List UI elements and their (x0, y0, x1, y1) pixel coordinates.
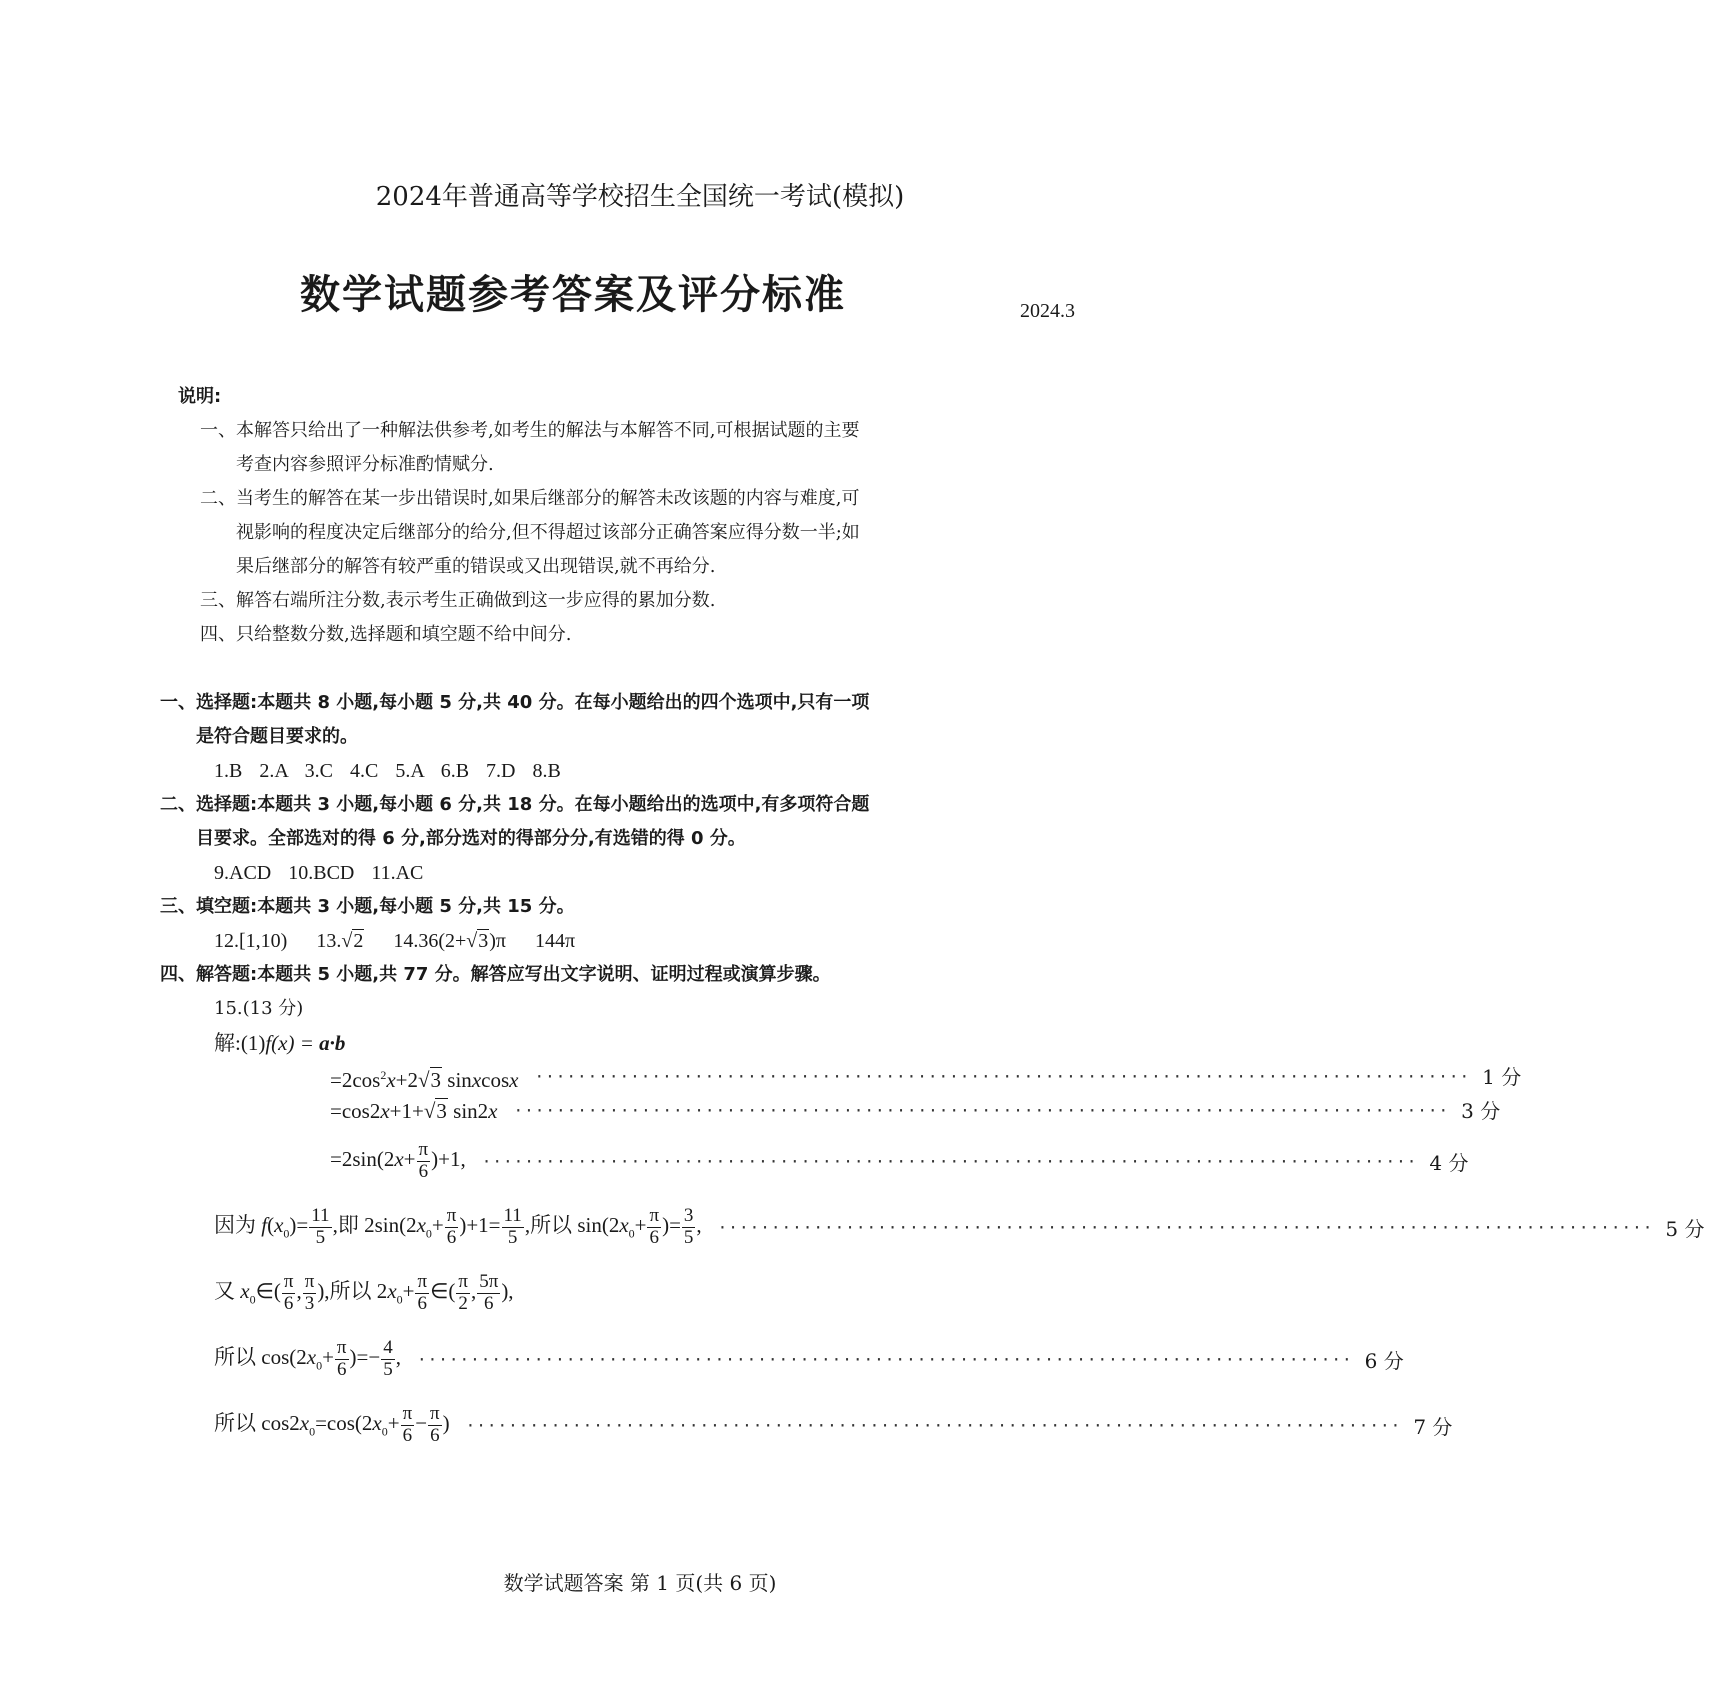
q15-step-5: 又 $x_0\in$( $\frac{\pi}{6}$ , $\frac{\pi}{3}$ ),所以 $2x_0+$ $\frac{\pi}{6}$ ∈( $\frac{\pi}{2}$ , $\frac{5\pi}{6}$ ), (214, 1270, 514, 1314)
section-3-answers (0, 924, 1280, 958)
leader-dots: ························································································ (465, 1415, 1402, 1435)
date-label: 2024.3 (1020, 300, 1075, 322)
leader-dots: ························································································ (416, 1349, 1353, 1369)
score-step-2: 3 分 (1461, 1099, 1501, 1123)
section-2-heading: 二、选择题:本题共 3 小题,每小题 6 分,共 18 分。在每小题给出的选项中,有多项符合题 (160, 794, 870, 815)
note-item-4: 四、只给整数分数,选择题和填空题不给中间分. (200, 624, 572, 645)
q15-step-7-row (0, 1392, 1453, 1458)
exam-subtitle: 2024年普通高等学校招生全国统一考试(模拟) (375, 182, 905, 212)
q15-step-3: =2sin(2x+ $\frac{\pi}{6}$ )+1, (330, 1138, 466, 1182)
score-step-6: 6 分 (1364, 1348, 1404, 1373)
q15-step-4-row (0, 1194, 1705, 1260)
page-title: 数学试题参考答案及评分标准 (300, 272, 846, 318)
q15-heading: 15.(13 分) (214, 998, 304, 1019)
note-item-2-cont: 视影响的程度决定后继部分的给分,但不得超过该部分正确答案应得分数一半;如 (236, 522, 860, 543)
score-step-3: 4 分 (1429, 1150, 1469, 1175)
leader-dots: ························································································ (513, 1101, 1450, 1120)
section-1-heading: 一、选择题:本题共 8 小题,每小题 5 分,共 40 分。在每小题给出的四个选项中,只有一项 (160, 692, 870, 713)
leader-dots: ························································································ (717, 1217, 1654, 1237)
score-step-1: 1 分 (1482, 1065, 1522, 1089)
score-step-7: 7 分 (1413, 1414, 1453, 1439)
note-item-2: 二、当考生的解答在某一步出错误时,如果后继部分的解答未改该题的内容与难度,可 (200, 488, 860, 509)
leader-dots: ························································································ (481, 1151, 1418, 1171)
page-footer: 数学试题答案 第 1 页(共 6 页) (503, 1571, 777, 1595)
score-step-4: 5 分 (1665, 1216, 1705, 1241)
q15-step-1-row (0, 1060, 1522, 1094)
leader-dots: ························································································ (534, 1067, 1471, 1086)
q15-step-1: $=2\cos^2x+2√3$ sinxcosx (330, 1067, 519, 1092)
note-item-1: 一、本解答只给出了一种解法供参考,如考生的解法与本解答不同,可根据试题的主要 (200, 420, 860, 441)
note-item-1-cont: 考查内容参照评分标准酌情赋分. (236, 454, 494, 475)
section-2-answers: 9.ACD 10.BCD 11.AC (214, 862, 424, 884)
q15-step-7: 所以 $\cos 2x_0=\cos(2x_0+$ $\frac{\pi}{6}$ − $\frac{\pi}{6}$ ) (214, 1402, 450, 1446)
q15-step-6-row (0, 1326, 1404, 1392)
section-spacer (0, 652, 1280, 686)
q15-step-6: 所以 $\cos(2x_0+$ $\frac{\pi}{6}$ )=− $\frac{4}{5}$ , (214, 1336, 401, 1380)
q15-step-2: =cos2x+1+√3 sin2x (330, 1099, 498, 1123)
q15-solve-line: 解:(1)f(x) = a·b (214, 1031, 346, 1055)
section-4-heading: 四、解答题:本题共 5 小题,共 77 分。解答应写出文字说明、证明过程或演算步骤。 (160, 964, 831, 985)
note-item-2-cont2: 果后继部分的解答有较严重的错误或又出现错误,就不再给分. (236, 556, 716, 577)
answer-14b: 144π (535, 930, 576, 952)
answer-13: 13.√2 (316, 930, 364, 952)
answer-12: 12.[1,10) (214, 930, 288, 952)
document-body (0, 380, 1705, 1458)
section-1-heading-cont: 是符合题目要求的。 (196, 726, 358, 747)
q15-step-4: 因为 $f(x_0)=$ $\frac{11}{5}$ ,即 $2\sin(2x_0+$ $\frac{\pi}{6}$ )+1= $\frac{11}{5}$ ,所以 $\sin(2x_0+$ $\frac{\pi}{6}$ )= $\frac{3}{5}$ , (214, 1204, 702, 1248)
answer-14: 14.36(2+√3)π (393, 930, 507, 952)
q15-step-3-row (0, 1128, 1469, 1194)
notes-heading: 说明: (178, 386, 222, 407)
section-1-answers: 1.B 2.A 3.C 4.C 5.A 6.B 7.D 8.B (214, 760, 561, 782)
section-2-heading-cont: 目要求。全部选对的得 6 分,部分选对的得部分分,有选错的得 0 分。 (196, 828, 746, 849)
note-item-3: 三、解答右端所注分数,表示考生正确做到这一步应得的累加分数. (200, 590, 716, 611)
section-3-heading: 三、填空题:本题共 3 小题,每小题 5 分,共 15 分。 (160, 896, 575, 917)
q15-step-2-row (0, 1094, 1501, 1128)
